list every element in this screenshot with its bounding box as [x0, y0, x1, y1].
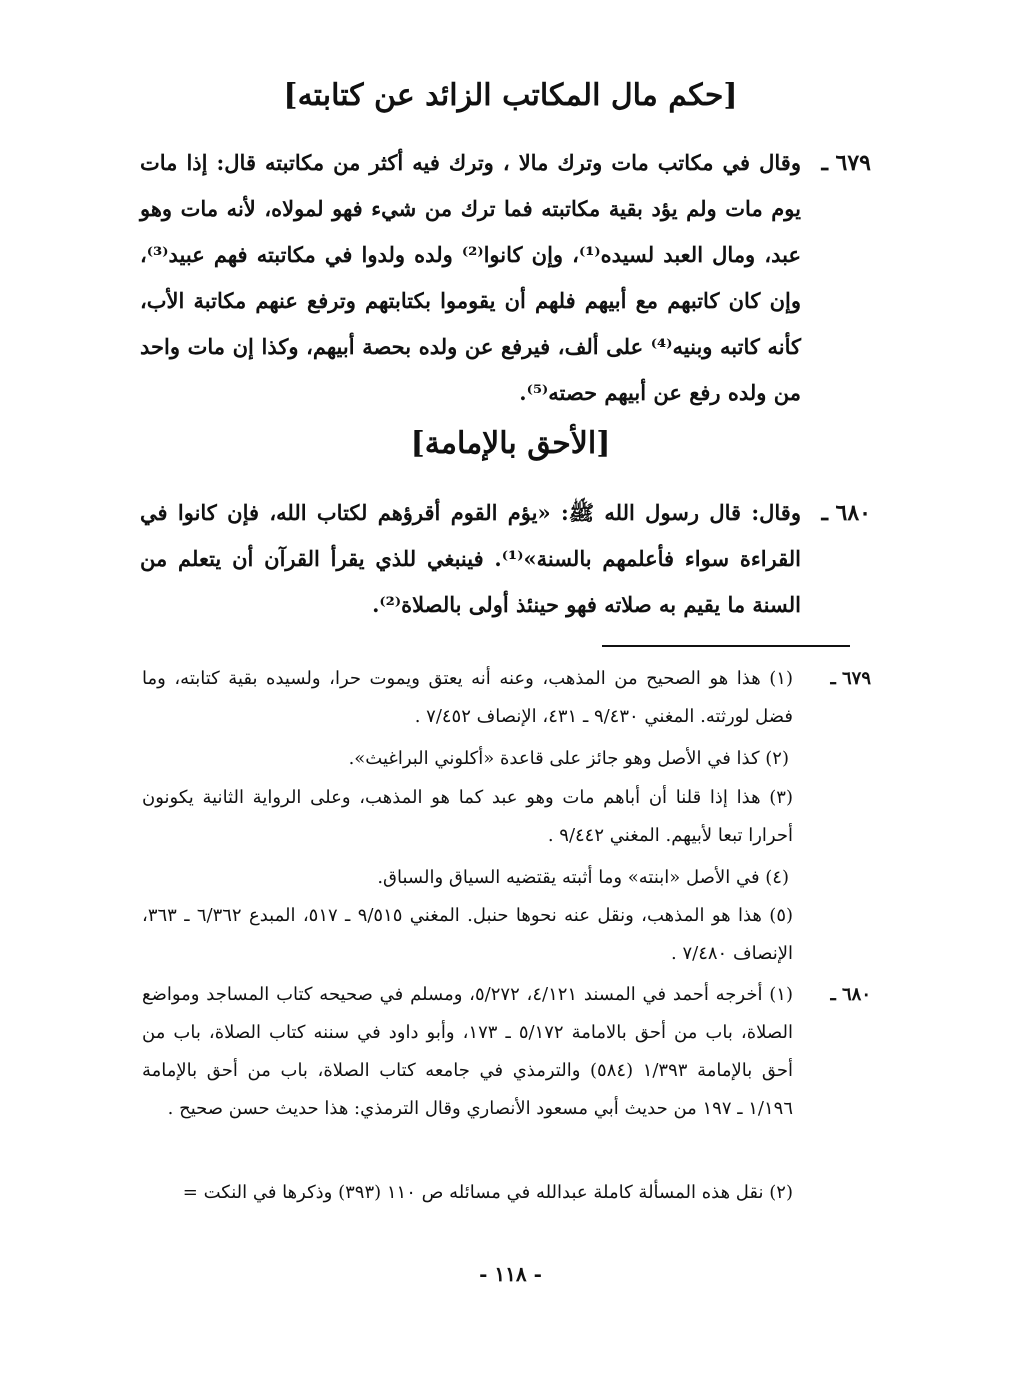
page-number: - ١١٨ - [479, 1262, 542, 1286]
footnote-679-3: (٣) هذا إذا قلنا أن أباهم مات وهو عبد كما هو المذهب، وعلى الرواية الثانية يكونون أحرارا تبعا لأبيهم. المغني ٩/٤٤٢ . [142, 787, 793, 846]
section-heading-imamah: [الأحق بالإمامة] [410, 426, 611, 461]
footnote-679-2: (٢) كذا في الأصل وهو جائز على قاعدة «أكلوني البراغيث». [348, 748, 789, 769]
issue-number-679: ٦٧٩ ـ [821, 150, 871, 176]
paragraph-679: وقال في مكاتب مات وترك مالا ، وترك فيه أكثر من مكاتبته قال: إذا مات يوم مات ولم يؤد بقية مكاتبته فما ترك من شيء فهو لمولاه، لأنه مات وهو عبد، ومال العبد لسيده⁽¹⁾، وإن كانوا⁽²⁾ ولده ولدوا في مكاتبته فهم عبيد⁽³⁾، وإن كان كاتبهم مع أبيهم فلهم أن يقوموا بكتابتهم وترفع عنهم مكاتبة الأب، كأنه كاتبه وبنيه⁽⁴⁾ على ألف، فيرفع عن ولده بحصة أبيهم، وكذا إن مات واحد من ولده رفع عن أبيهم حصته⁽⁵⁾. [140, 150, 802, 405]
issue-number-680: ٦٨٠ ـ [821, 500, 871, 526]
footnote-680-1: (١) أخرجه أحمد في المسند ٤/١٢١، ٥/٢٧٢، ومسلم في صحيحه كتاب المساجد ومواضع الصلاة، باب من أحق بالامامة ٥/١٧٢ ـ ١٧٣، وأبو داود في سننه كتاب الصلاة، باب من أحق بالإمامة ١/٣٩٣ (٥٨٤) والترمذي في جامعه كتاب الصلاة، باب من أحق بالإمامة ١/١٩٦ ـ ١٩٧ من حديث أبي مسعود الأنصاري وقال الترمذي: هذا حديث حسن صحيح . [142, 984, 793, 1119]
footnote-separator [602, 645, 850, 647]
footnote-679-4: (٤) في الأصل «ابنته» وما أثبته يقتضيه السياق والسباق. [377, 867, 789, 888]
footnote-group-label-680: ٦٨٠ ـ [830, 984, 871, 1005]
paragraph-680: وقال: قال رسول الله ﷺ: «يؤم القوم أقرؤهم لكتاب الله، فإن كانوا في القراءة سواء فأعلمهم بالسنة»⁽¹⁾. فينبغي للذي يقرأ القرآن أن يتعلم من السنة ما يقيم به صلاته فهو حينئذ أولى بالصلاة⁽²⁾. [140, 500, 802, 617]
footnote-679-1: (١) هذا هو الصحيح من المذهب، وعنه أنه يعتق ويموت حرا، ولسيده بقية كتابته، وما فضل لورثته. المغني ٩/٤٣٠ ـ ٤٣١، الإنصاف ٧/٤٥٢ . [142, 668, 793, 727]
footnote-679-5: (٥) هذا هو المذهب، ونقل عنه نحوها حنبل. المغني ٩/٥١٥ ـ ٥١٧، المبدع ٦/٣٦٢ ـ ٣٦٣، الإنصاف ٧/٤٨٠ . [142, 905, 794, 964]
section-heading-mukatab: [حكم مال المكاتب الزائد عن كتابته] [283, 78, 738, 113]
footnote-680-2: (٢) نقل هذه المسألة كاملة عبدالله في مسائله ص ١١٠ (٣٩٣) وذكرها في النكت = [182, 1182, 793, 1203]
footnote-group-label-679: ٦٧٩ ـ [830, 668, 871, 689]
